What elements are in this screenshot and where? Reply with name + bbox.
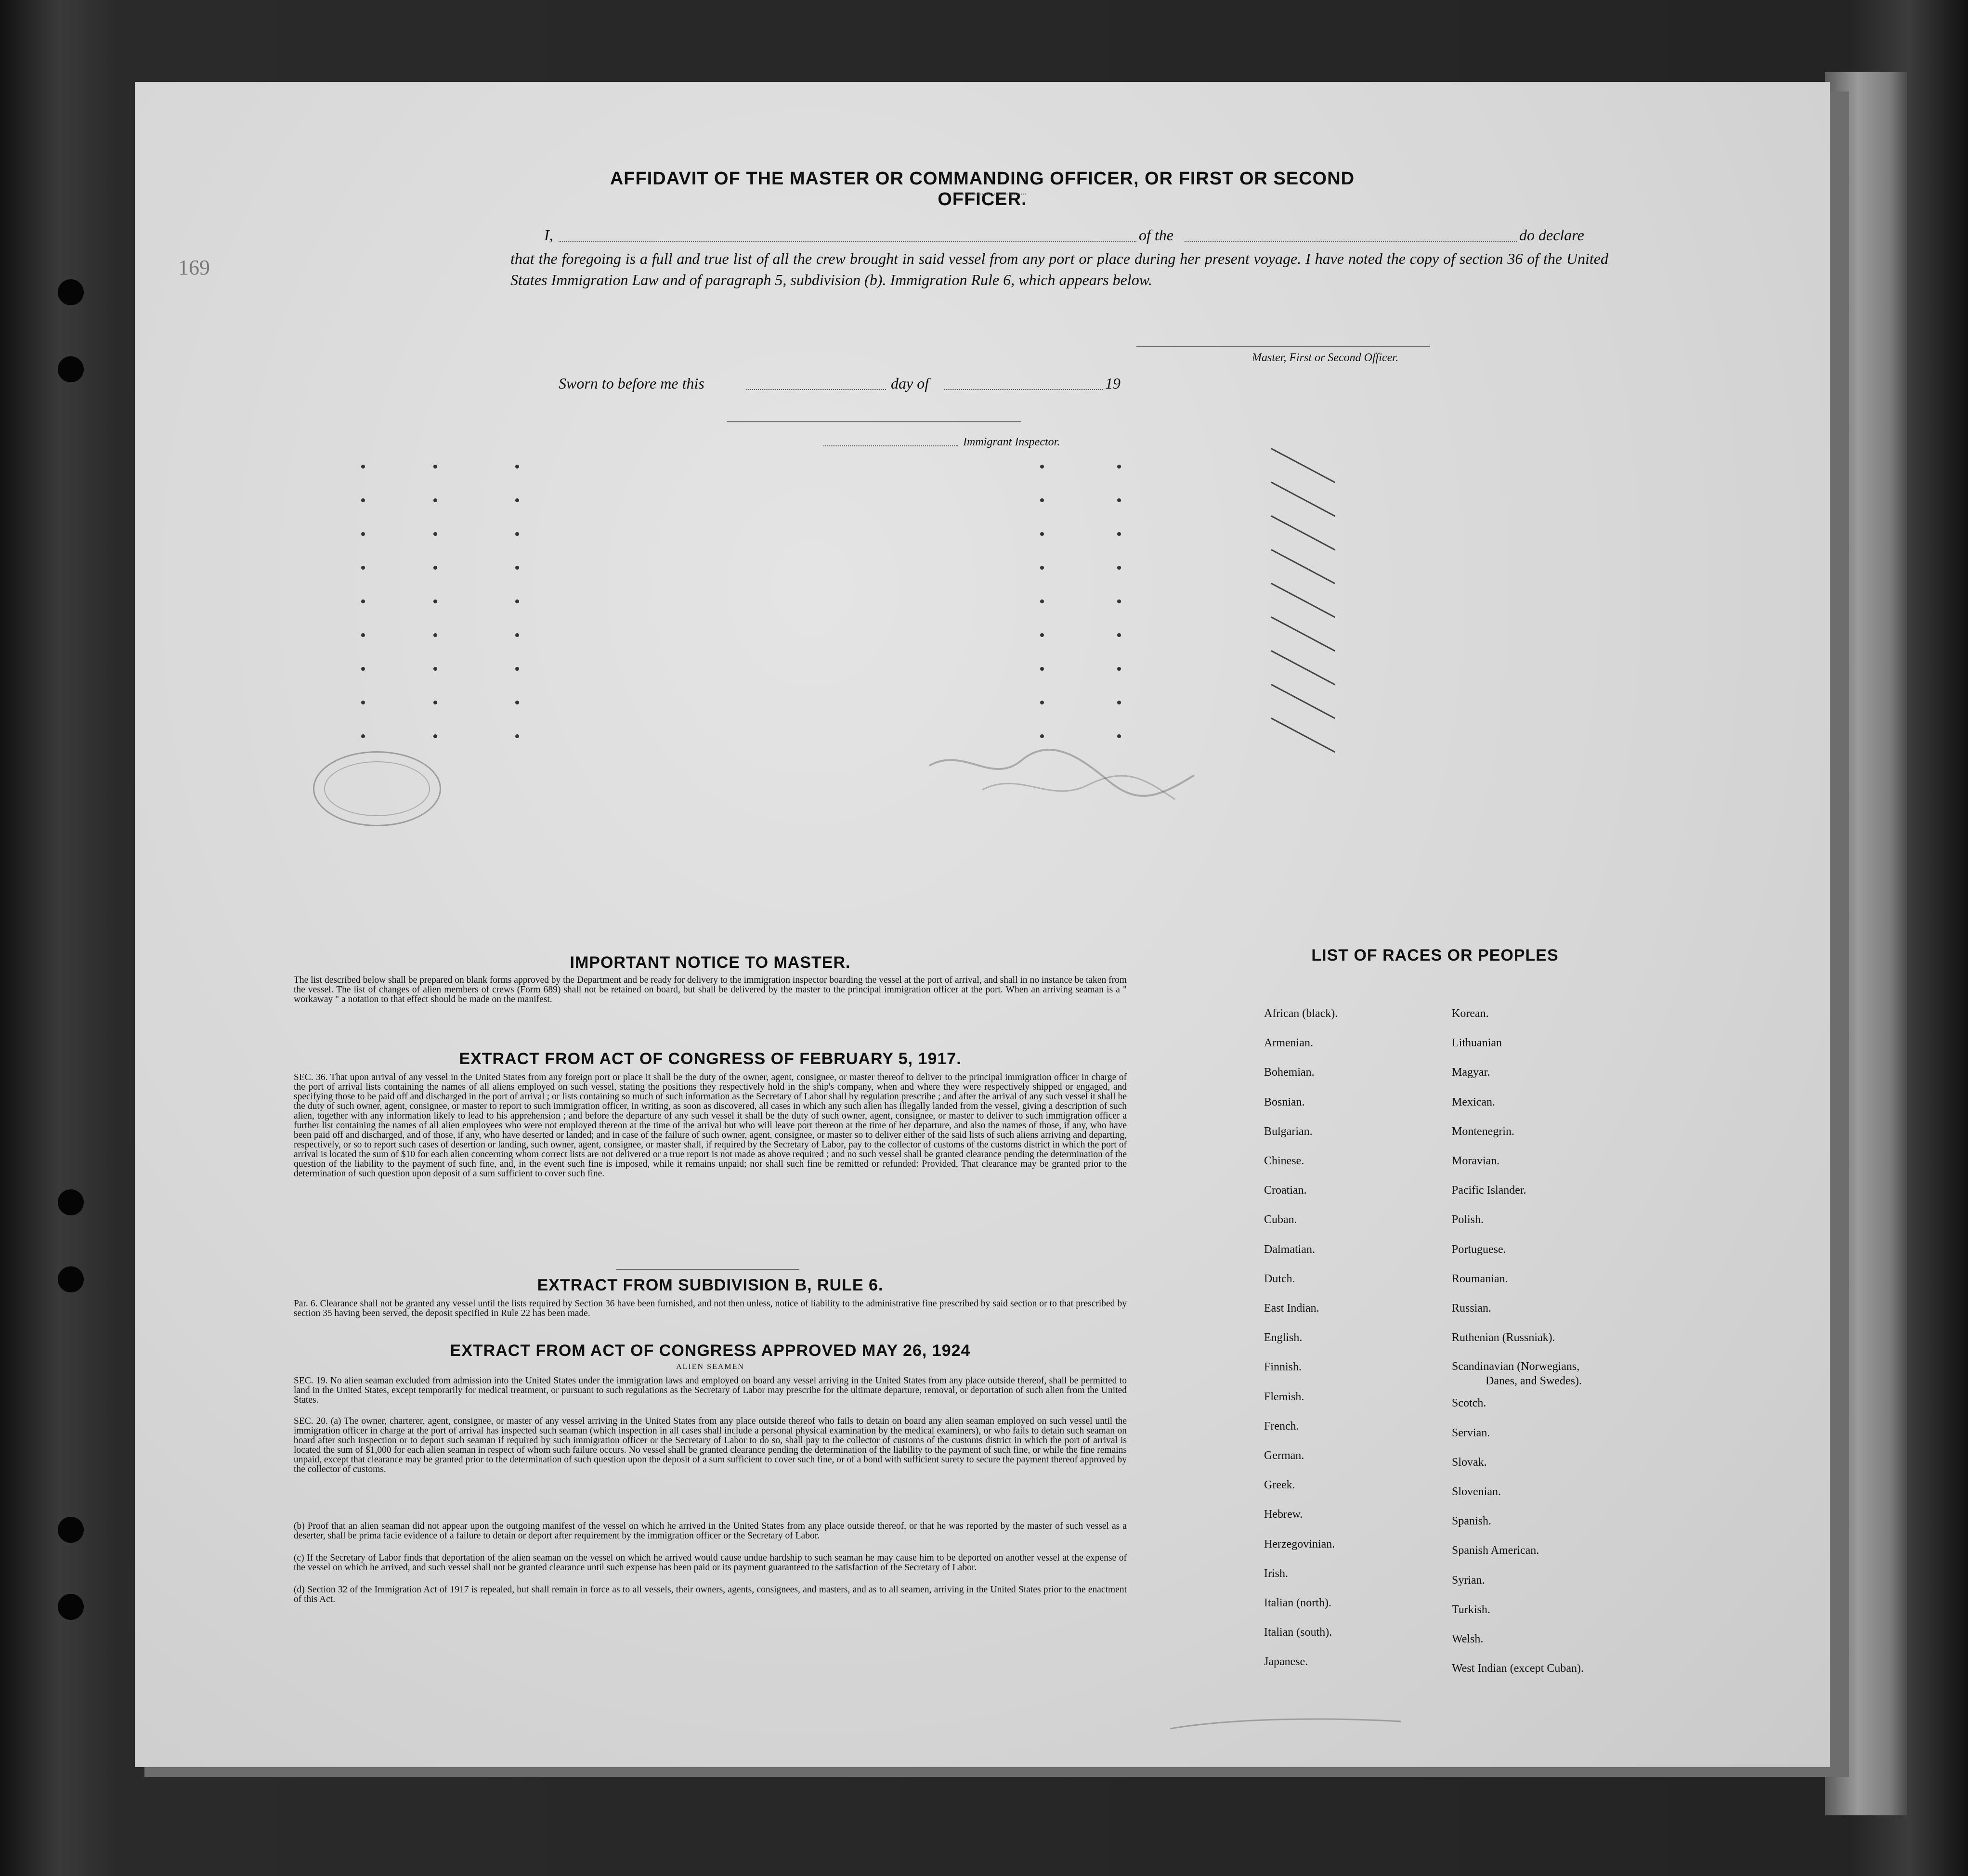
inspector-caption: Immigrant Inspector. (963, 436, 1060, 448)
bleed-mark (1117, 701, 1121, 704)
bleed-mark (1117, 532, 1121, 536)
extract-rule6-title: EXTRACT FROM SUBDIVISION B, RULE 6. (537, 1276, 884, 1294)
bleed-mark (433, 734, 437, 738)
bleed-mark (361, 599, 365, 603)
sworn-label: Sworn to before me this (559, 375, 704, 392)
officer-caption: Master, First or Second Officer. (1252, 352, 1398, 364)
race-item: Spanish American. (1452, 1544, 1539, 1557)
race-item: Chinese. (1264, 1155, 1304, 1168)
extract-1924-title: EXTRACT FROM ACT OF CONGRESS APPROVED MAY 26, 1924 (450, 1342, 971, 1360)
race-item: Irish. (1264, 1567, 1288, 1580)
binder-hole (58, 1517, 84, 1543)
bleed-mark (515, 599, 519, 603)
bleed-mark (433, 667, 437, 671)
extract-1924-sec20a: SEC. 20. (a) The owner, charterer, agent, consignee, or master of any vessel arriving in the United States from any place outside thereof who fails to detain on board any alien seaman employed on such vessel until the immigration officer in charge at the port of arrival has inspected such seaman (which inspection in all cases shall include a personal physical examination by the medical examiners), or who fails to detain such seaman on board after such inspection or to deport such seaman if required by such immigration officer or the Secretary of Labor to do so, shall pay to the collector of customs of the customs district in which the port of arrival is located the sum of $1,000 for each alien seaman in respect of whom such failure occurs. No vessel shall be granted clearance pending the determination of the liability to the payment of such fine, or while the fine remains unpaid, except that clearance may be granted prior to the determination of such question upon the deposit of a sum sufficient to cover such fine, or of a bond with sufficient surety to secure the payment thereof approved by the collector of customs. (294, 1416, 1127, 1474)
notice-body: The list described below shall be prepared on blank forms approved by the Department and be ready for delivery to the immigration inspector boarding the vessel at the port of arrival, and shall in no instance be taken from the vessel. The list of changes of alien members of crews (Form 689) shall not be retained on board, but shall be delivered by the master to the principal immigration officer at the port. When an arriving seaman is a " workaway " a notation to that effect should be made on the manifest. (294, 975, 1127, 1004)
binder-hole (58, 1266, 84, 1292)
bleed-mark (1040, 498, 1044, 502)
extract-1917-title: EXTRACT FROM ACT OF CONGRESS OF FEBRUARY 5, 1917. (459, 1050, 962, 1068)
race-item: Turkish. (1452, 1603, 1490, 1616)
race-item: Welsh. (1452, 1633, 1484, 1646)
pen-tick-mark (1271, 448, 1335, 483)
race-item: Slovak. (1452, 1456, 1487, 1469)
extract-1924-sec20b: (b) Proof that an alien seaman did not appear upon the outgoing manifest of the vessel on which he arrived in the United States from any place outside thereof, or that he was reported by the master of such vessel as a deserter, shall be prima facie evidence of a failure to detain or deport after requirement by the immigration officer or the Secretary of Labor. (294, 1521, 1127, 1541)
race-item: Russian. (1452, 1302, 1492, 1315)
race-item: Scandinavian (Norwegians, (1452, 1360, 1580, 1373)
bleed-mark (433, 701, 437, 704)
bleed-mark (1117, 465, 1121, 469)
pen-tick-mark (1271, 717, 1335, 753)
race-item: Japanese. (1264, 1655, 1308, 1668)
race-item: Servian. (1452, 1426, 1490, 1439)
bleed-mark (515, 498, 519, 502)
affidavit-statement: that the foregoing is a full and true list of all the crew brought in said vessel from any port or place during her present voyage. I have noted the copy of section 36 of the United States Immigration Law and of paragraph 5, subdivision (b). Immigration Rule 6, which appears below. (510, 250, 1608, 288)
bleed-mark (433, 566, 437, 570)
race-item: Italian (north). (1264, 1597, 1331, 1610)
binder-hole (58, 279, 84, 305)
races-right-column (1452, 999, 1584, 1683)
bleed-mark (433, 465, 437, 469)
faint-signature (925, 737, 1213, 814)
bleed-mark (361, 633, 365, 637)
race-item: Finnish. (1264, 1361, 1302, 1374)
inspector-line-upper (727, 421, 1021, 422)
margin-number: 169 (178, 256, 210, 279)
race-item: Italian (south). (1264, 1626, 1332, 1639)
race-item: French. (1264, 1420, 1299, 1433)
race-item: Portuguese. (1452, 1243, 1506, 1256)
race-item: Flemish. (1264, 1390, 1304, 1403)
document-page (135, 82, 1830, 1767)
sworn-day-line[interactable] (746, 389, 886, 390)
extract-1924-subtitle: ALIEN SEAMEN (676, 1363, 744, 1371)
bleed-mark (433, 599, 437, 603)
bleed-mark (515, 566, 519, 570)
race-item: Dalmatian. (1264, 1243, 1315, 1256)
bleed-mark (1117, 667, 1121, 671)
race-item: Mexican. (1452, 1095, 1495, 1108)
race-item: Cuban. (1264, 1213, 1297, 1226)
race-item: Magyar. (1452, 1066, 1490, 1079)
pen-tick-mark (1271, 549, 1335, 584)
race-item: Montenegrin. (1452, 1125, 1514, 1138)
race-item: Bohemian. (1264, 1066, 1315, 1079)
bleed-mark (361, 465, 365, 469)
race-item: Polish. (1452, 1213, 1484, 1226)
inspector-signature-line[interactable] (823, 445, 958, 446)
extract-1924-sec19: SEC. 19. No alien seaman excluded from admission into the United States under the immigration laws and employed on board any vessel arriving in the United States from any place outside thereof, shall be permitted to land in the United States, except temporarily for medical treatment, or pursuant to such regulations as the Secretary of Labor may prescribe for the ultimate departure, removal, or deportation of such alien from the United States. (294, 1376, 1127, 1405)
bleed-mark (361, 667, 365, 671)
officer-signature-line[interactable] (1136, 346, 1430, 347)
do-declare-label: do declare (1519, 226, 1584, 244)
bleed-mark (1040, 633, 1044, 637)
race-item: Greek. (1264, 1479, 1295, 1492)
pen-tick-mark (1271, 650, 1335, 685)
bleed-mark (361, 566, 365, 570)
bleed-mark (515, 633, 519, 637)
race-item: Dutch. (1264, 1272, 1295, 1285)
i-label: I, (544, 226, 553, 244)
bleed-mark (361, 498, 365, 502)
bleed-mark (1040, 532, 1044, 536)
extract-rule6-body: Par. 6. Clearance shall not be granted any vessel until the lists required by Section 36 have been furnished, and not then unless, notice of liability to the administrative fine prescribed by said section or to that prescribed by section 35 having been served, the deposit specified in Rule 22 has been made. (294, 1299, 1127, 1318)
bleed-mark (515, 701, 519, 704)
bleed-mark (1117, 599, 1121, 603)
sworn-month-line[interactable] (944, 389, 1103, 390)
faint-pencil-line (1170, 1714, 1411, 1733)
pen-tick-mark (1271, 583, 1335, 618)
race-item: West Indian (except Cuban). (1452, 1662, 1584, 1675)
bleed-mark (1040, 667, 1044, 671)
race-item: Moravian. (1452, 1155, 1500, 1168)
binder-hole (58, 1189, 84, 1215)
name-line[interactable] (559, 241, 1136, 242)
bleed-mark (1040, 599, 1044, 603)
pen-tick-mark (1271, 482, 1335, 517)
of-the-label: of the (1139, 226, 1173, 244)
races-title: LIST OF RACES OR PEOPLES (1311, 946, 1559, 964)
binder-hole (58, 356, 84, 382)
extract-1924-sec20c: (c) If the Secretary of Labor finds that deportation of the alien seaman on the vessel on which he arrived would cause undue hardship to such seaman he may cause him to be deported on another vessel at the expense of the vessel on which he arrived, and such vessel shall not be granted clearance until such expense has been paid or its payment guaranteed to the satisfaction of the Secretary of Labor. (294, 1553, 1127, 1573)
year-prefix: 19 (1105, 375, 1121, 392)
race-item: Syrian. (1452, 1574, 1485, 1587)
race-item: Scotch. (1452, 1397, 1486, 1410)
race-item: Armenian. (1264, 1037, 1313, 1050)
pen-tick-mark (1271, 684, 1335, 719)
faint-stamp (313, 751, 441, 826)
race-item: Ruthenian (Russniak). (1452, 1331, 1555, 1344)
pen-tick-mark (1271, 515, 1335, 550)
binder-hole (58, 1594, 84, 1620)
bleed-mark (433, 633, 437, 637)
race-item: Spanish. (1452, 1515, 1492, 1528)
bleed-mark (361, 734, 365, 738)
bleed-mark (1117, 566, 1121, 570)
bleed-mark (1117, 633, 1121, 637)
race-item: Danes, and Swedes). (1486, 1375, 1582, 1388)
races-left-column (1264, 999, 1338, 1677)
race-item: Slovenian. (1452, 1485, 1501, 1498)
race-item: African (black). (1264, 1007, 1338, 1020)
bleed-mark (433, 498, 437, 502)
race-item: German. (1264, 1449, 1304, 1462)
race-item: Herzegovinian. (1264, 1537, 1335, 1550)
race-item: Pacific Islander. (1452, 1184, 1526, 1197)
notice-title: IMPORTANT NOTICE TO MASTER. (570, 953, 851, 972)
bleed-mark (1040, 465, 1044, 469)
race-item: Bulgarian. (1264, 1125, 1313, 1138)
bleed-mark (515, 532, 519, 536)
title-underline (963, 194, 1026, 195)
bleed-mark (1040, 566, 1044, 570)
extract-1917-body: SEC. 36. That upon arrival of any vessel in the United States from any foreign port or place it shall be the duty of the owner, agent, consignee, or master thereof to deliver to the principal immigration officer in charge of the port of arrival lists containing the names of all aliens employed on such vessel, stating the positions they respectively hold in the ship's company, when and where they were respectively shipped or engaged, and specifying those to be paid off and discharged in the port of arrival ; or lists containing so much of such information as the Secretary of Labor shall by regulation prescribe ; and after the arrival of any such vessel it shall be the duty of such owner, agent, consignee, or master to report to such immigration officer, in writing, as soon as discovered, all cases in which any such alien has illegally landed from the vessel, giving a description of such alien, together with any information likely to lead to his apprehension ; and before the departure of any such vessel it shall be the duty of such owner, agent, consignee, or master to deliver to such immigration officer a further list containing the names of all alien employees who were not employed thereon at the time of the arrival but who will leave port thereon at the time of her departure, and also the names of those, if any, who have been paid off and discharged, and of those, if any, who have deserted or landed; and in case of the failure of such owner, agent, consignee, or master so to deliver either of the said lists of such aliens arriving and departing, respectively, or so to report such cases of desertion or landing, such owner, agent, consignee, or master shall, if required by the Secretary of Labor, pay to the collector of customs of the customs district in which the port of arrival is located the sum of $10 for each alien concerning whom correct lists are not delivered or a true report is not made as above required ; and no such vessel shall be granted clearance pending the determination of the question of the liability to the payment of such fine, and, in the event such fine is imposed, while it remains unpaid; nor shall such fine be remitted or refunded: Provided, That clearance may be granted prior to the determination of such question upon deposit of a sum sufficient to cover such fine. (294, 1072, 1127, 1179)
race-item: East Indian. (1264, 1302, 1319, 1315)
bleed-mark (433, 532, 437, 536)
race-item: Roumanian. (1452, 1272, 1508, 1285)
bleed-mark (515, 465, 519, 469)
affidavit-title: AFFIDAVIT OF THE MASTER OR COMMANDING OFFICER, OR FIRST OR SECOND OFFICER. (610, 169, 1355, 209)
race-item: Korean. (1452, 1007, 1489, 1020)
race-item: Bosnian. (1264, 1095, 1305, 1108)
race-item: Hebrew. (1264, 1508, 1303, 1521)
vessel-line[interactable] (1185, 241, 1517, 242)
bleed-mark (515, 734, 519, 738)
day-of-label: day of (891, 375, 929, 392)
race-item: Lithuanian (1452, 1037, 1502, 1050)
bleed-mark (1117, 498, 1121, 502)
race-item: Croatian. (1264, 1184, 1307, 1197)
bleed-mark (361, 532, 365, 536)
bleed-mark (515, 667, 519, 671)
bleed-mark (361, 701, 365, 704)
extract-1924-sec20d: (d) Section 32 of the Immigration Act of 1917 is repealed, but shall remain in force as to all vessels, their owners, agents, consignees, and masters, and as to all seamen, arriving in the United States prior to the enactment of this Act. (294, 1585, 1127, 1604)
bleed-mark (1040, 701, 1044, 704)
section-divider (616, 1269, 799, 1270)
pen-tick-mark (1271, 616, 1335, 651)
race-item: English. (1264, 1331, 1303, 1344)
